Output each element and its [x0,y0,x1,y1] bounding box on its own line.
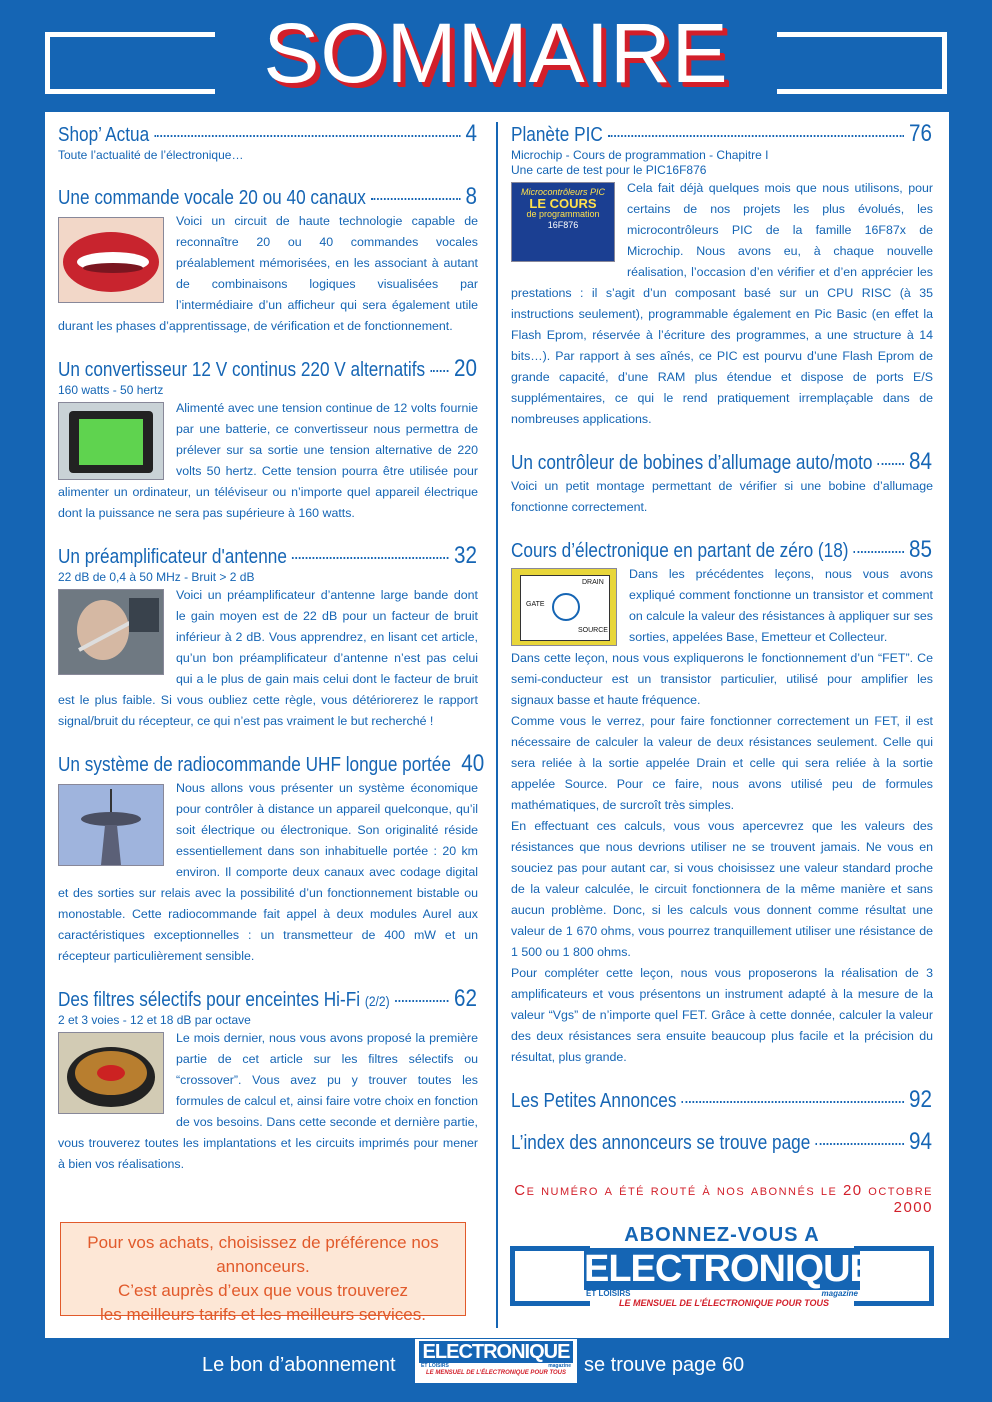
article-subtitle: Toute l’actualité de l’électronique… [58,148,244,162]
left-column [58,120,485,1193]
article-title: Un contrôleur de bobines d’allumage auto/moto [511,452,873,474]
right-column [511,120,933,1174]
fet-diagram-photo: DRAIN GATE SOURCE [511,568,617,646]
footer-text-after: se trouve page 60 [584,1354,745,1376]
switch-photo [58,402,164,480]
article-body: Nous allons vous présenter un système économique pour contrôler à distance un appareil quelconque, qu’il soit électrique ou électronique. Son originalité réside essentiellement dans son inhabituelle portée : 20 km environ. Il comporte deux canaux avec codage digital et des sorties sur relais avec la possibilité d’un fonctionnement bistable ou monostable. Cette radiocommande fait appel à deux modules Aurel aux caractéristiques exceptionnelles : un transmetteur de 400 mW et un récepteur particulièrement sensible. [58,781,478,963]
footer-logo[interactable]: ELECTRONIQUE ET LOISIRS magazine LE MENSUEL DE L’ÉLECTRONIQUE POUR TOUS [414,1338,578,1384]
article-page: 20 [454,355,477,382]
pic-course-photo: Microcontrôleurs PIC LE COURS de programmation 16F876 [511,182,615,262]
article-page: 85 [909,536,932,563]
article-petites-annonces[interactable] [511,1086,933,1114]
article-page: 84 [909,448,932,475]
article-subtitle: 22 dB de 0,4 à 50 MHz - Bruit > 2 dB [58,570,255,584]
article-radiocommande[interactable] [58,750,485,967]
article-page: 92 [909,1086,932,1113]
article-title: Un préamplificateur d'antenne [58,546,287,568]
article-planete-pic[interactable] [511,120,933,430]
footer [0,1341,992,1386]
article-subtitle: 2 et 3 voies - 12 et 18 dB par octave [58,1013,251,1027]
article-body: Voici un petit montage permettant de vérifier si une bobine d’allumage fonctionne correctement. [511,479,933,514]
routed-note: Ce numéro a été routé à nos abonnés le 20 octobre 2000 [514,1182,933,1216]
subscribe-heading: ABONNEZ-VOUS A [624,1224,820,1246]
article-cours[interactable]: Cours d’électronique en partant de zéro (18) 85 DRAIN GATE SOURCE Dans les précédentes leçons, nous vous avons expliqué comment fonctionne un transistor et comment on calcule la valeur des résistances à appliquer sur ses sorties, appelées Base, Emetteur et Collecteur. Dans cette leçon, nous vous expliquerons le fonctionnement d’un “FET”. Ce semi-conducteur est un transistor particulier, utilisé pour amplifier les signaux basse et haute fréquence. Comme vous le verrez, pour faire fonctionner correctement un FET, il est nécessaire de calculer la valeur de deux résistances seulement. Celle qui sera reliée à la sortie appelée Drain et celle qui sera reliée à la sortie appelée Source. Pour ce faire, nous avons utilisé peu de formules mathématiques, de surcroît très simples. En effectuant ces calculs, vous vous apercevrez que les valeurs des résistances que nous devrions utiliser ne se trouvent jamais. Ne vous en souciez pas pour autant car, si vous choisissez une valeur standard proche de la valeur calculée, le circuit fonctionnera de la même manière et sans aucun problème. Donc, si les calculs vous donnent comme résultat une valeur de 1 670 ohms, vous pourrez tranquillement utiliser une résistance de 1 500 ou 1 800 ohms. Pour compléter cette leçon, nous vous proposerons la réalisation de 3 amplificateurs et vous présentons un instrument adapté à la mesure de la valeur “Vgs” de n’importe quel FET. Grâce à cette donnée, calculer la valeur des deux résistances sera ensuite beaucoup plus facile et la précision du résultat, plus grande. [511,536,933,1064]
column-divider [496,122,498,1328]
article-body: Dans les précédentes leçons, nous vous avons expliqué comment fonctionne un transistor et comment on calcule la valeur des résistances à appliquer sur ses sorties, appelées Base, Emetteur et Collecteur. [629,567,933,644]
article-page: 76 [909,120,932,147]
page-title: SOMMAIRE [263,6,729,100]
article-bobines[interactable] [511,448,933,518]
magazine-logo: ELECTRONIQUE [584,1248,874,1290]
article-convertisseur[interactable] [58,355,478,524]
subscribe-tagline: LE MENSUEL DE L’ÉLECTRONIQUE POUR TOUS [618,1298,830,1308]
subscribe-bracket-left [510,1246,590,1306]
article-title: Shop’ Actua [58,124,150,146]
article-shop-actua[interactable] [58,120,478,163]
article-body: Le mois dernier, nous vous avons proposé la première partie de cet article sur les filtres sélectifs ou “crossover”. Vous avez pu y trouver toutes les formules de calcul et, ainsi faire votre choix en fonction de vos besoins. Dans cette seconde et dernière partie, vous trouverez toutes les implantations et les circuits imprimés pour mener à bien vos réalisations. [58,1031,478,1171]
article-page: 62 [454,985,477,1012]
article-index-annonceurs[interactable] [511,1128,933,1156]
article-subtitle: Microchip - Cours de programmation - Chapitre I [511,148,769,162]
coil-photo [58,1032,164,1114]
lips-photo [58,217,164,303]
article-preamplificateur[interactable] [58,542,478,732]
article-subtitle-2: Une carte de test pour le PIC16F876 [511,163,707,177]
article-filtres[interactable] [58,985,478,1175]
article-body: Cela fait déjà quelques mois que nous utilisons, pour certains de nos projets les plus évolués, les microcontrôleurs PIC de la famille 16F87x de Microchip. Nous avons eu, à chaque nouvelle réalisation, l’occasion d’en vérifier et d’en apprécier les prestations : il s’agit d’un composant basé sur un CPU RISC (à 35 instructions seulement), programmable également en Pic Basic (en effet la Flash Eprom, réservée à l’écriture des programmes, a une structure à 14 bits…). Par rapport à ses aînés, ce PIC est pourvu d’une Flash Eprom de grande capacité, d’une RAM plus étendue et dispose de ports E/S supplémentaires, ce qui le rend pratiquement irremplaçable dans de nombreuses applications. [511,181,933,426]
article-body: Voici un préamplificateur d’antenne large bande dont le gain moyen est de 22 dB pour un facteur de bruit inférieur à 2 dB. Vous apprendrez, en lisant cet article, qu’un bon préamplificateur d’antenne n’est pas celui qui a le plus de gain mais celui dont le facteur de bruit est le plus faible. Si vous oubliez cette règle, vous détériorerez le rapport signal/bruit du récepteur, ce qui n’est pas vraiment le but recherché ! [58,588,478,728]
article-page: 94 [909,1128,932,1155]
article-title: Des filtres sélectifs pour enceintes Hi-Fi (2/2) [58,989,390,1011]
article-title: Cours d’électronique en partant de zéro (18) [511,540,849,562]
subscribe-banner[interactable]: ABONNEZ-VOUS A ELECTRONIQUE ET LOISIRS magazine LE MENSUEL DE L’ÉLECTRONIQUE POUR TOUS [510,1220,934,1316]
article-commande-vocale[interactable] [58,183,478,337]
article-page: 32 [454,542,477,569]
tower-photo [58,784,164,866]
antenna-photo [58,589,164,675]
article-title: Les Petites Annonces [511,1090,677,1112]
advertisers-notice: Pour vos achats, choisissez de préférence nos annonceurs. C’est auprès d’eux que vous trouverez les meilleurs tarifs et les meilleurs services. [60,1222,466,1316]
article-page: 4 [465,120,477,147]
article-page: 8 [465,183,477,210]
article-title: L’index des annonceurs se trouve page [511,1132,811,1154]
article-title: Un convertisseur 12 V continus 220 V alternatifs [58,359,426,381]
article-body: Alimenté avec une tension continue de 12 volts fournie par une batterie, ce convertisseur nous permettra de prélever sur sa sortie une tension alternative de 220 volts 50 hertz. Cette tension pourra être utilisée pour alimenter un ordinateur, un téléviseur ou n’importe quel appareil électrique dont la puissance ne sera pas supérieure à 160 watts. [58,401,478,520]
article-title: Un système de radiocommande UHF longue portée [58,754,451,776]
article-page: 40 [461,750,485,777]
article-title: Planète PIC [511,124,603,146]
article-title: Une commande vocale 20 ou 40 canaux [58,187,366,209]
article-body: Voici un circuit de haute technologie capable de reconnaître 20 ou 40 commandes vocales préalablement mémorisées, en les associant à autant de combinaisons logiques visualisées par l’intermédiaire d’un afficheur qui sera également utile durant les phases d’apprentissage, de vérification et de fonctionnement. [58,214,478,333]
footer-text-before: Le bon d’abonnement [202,1354,396,1376]
article-subtitle: 160 watts - 50 hertz [58,383,164,397]
